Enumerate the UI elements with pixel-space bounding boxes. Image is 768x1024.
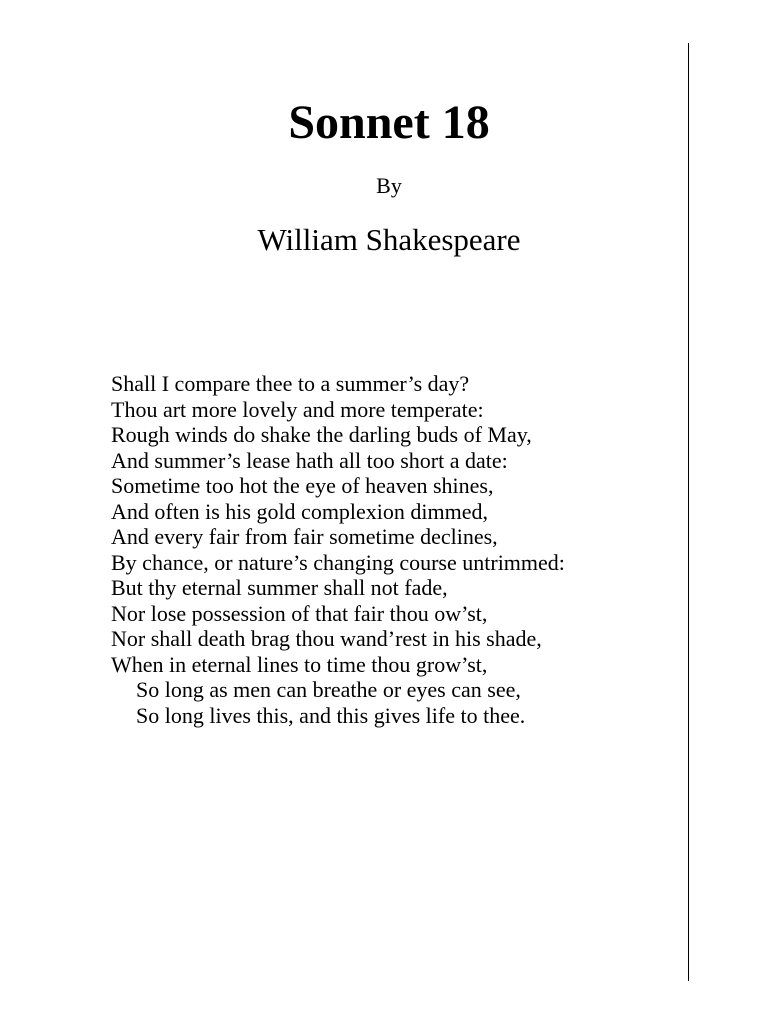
poem-couplet-line: So long lives this, and this gives life to thee. bbox=[136, 702, 526, 728]
poem-line: Nor lose possession of that fair thou ow’st, bbox=[111, 600, 488, 626]
poem-body bbox=[111, 371, 681, 728]
byline: By bbox=[376, 173, 402, 198]
poem-line: And often is his gold complexion dimmed, bbox=[111, 498, 489, 524]
poem-line: Nor shall death brag thou wand’rest in his shade, bbox=[111, 626, 542, 651]
poem-line: And summer’s lease hath all too short a date: bbox=[111, 447, 508, 473]
poem-line: Thou art more lovely and more temperate: bbox=[111, 396, 484, 422]
poem-line: And every fair from fair sometime declines, bbox=[111, 524, 498, 549]
poem-couplet-line: So long as men can breathe or eyes can see, bbox=[136, 677, 521, 702]
poem-line: When in eternal lines to time thou grow’st, bbox=[111, 651, 488, 677]
author-name: William Shakespeare bbox=[257, 222, 521, 257]
poem-line: Sometime too hot the eye of heaven shines, bbox=[111, 473, 494, 498]
poem-line: But thy eternal summer shall not fade, bbox=[111, 575, 448, 600]
poem-line: Rough winds do shake the darling buds of May, bbox=[111, 422, 532, 447]
poem-line: By chance, or nature’s changing course untrimmed: bbox=[111, 549, 565, 575]
poem-line: Shall I compare thee to a summer’s day? bbox=[111, 371, 470, 396]
poem-title: Sonnet 18 bbox=[288, 96, 490, 149]
